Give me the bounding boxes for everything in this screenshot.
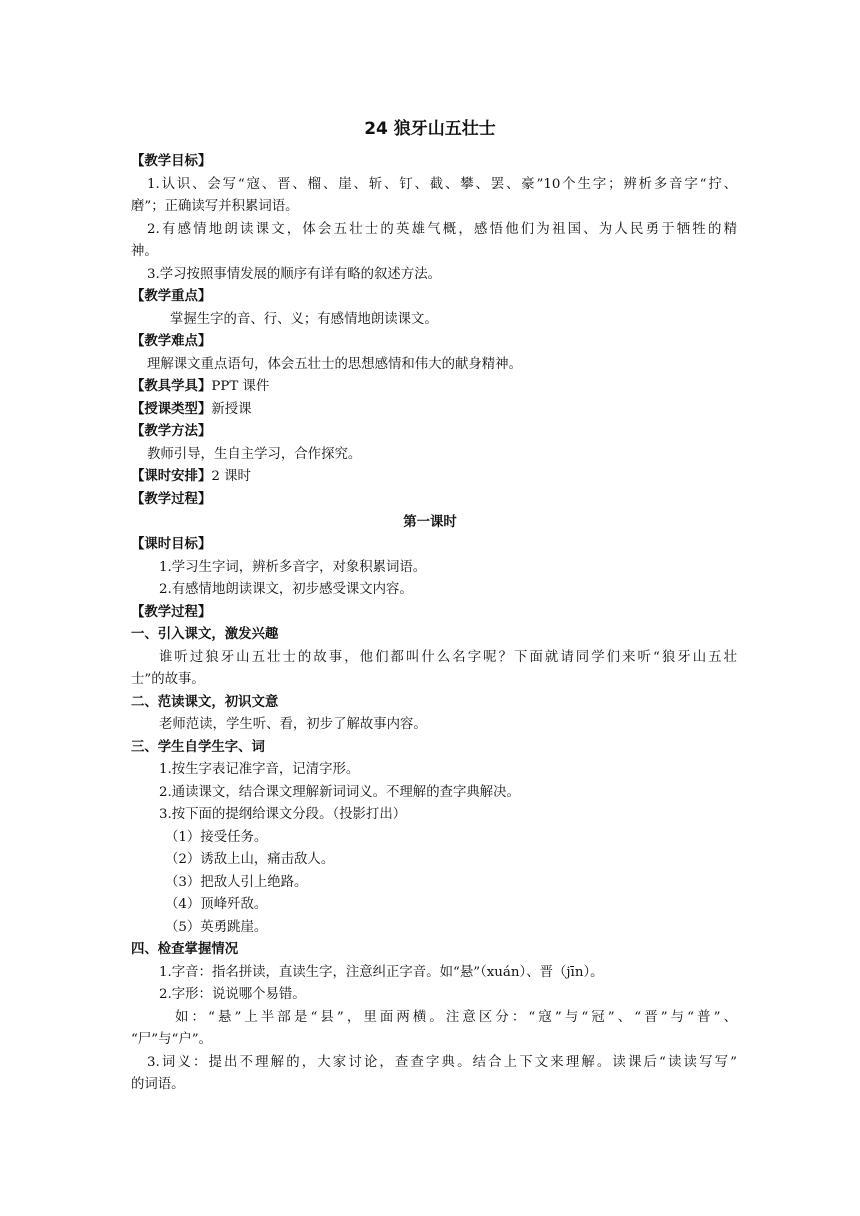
schedule-header: 【课时安排】: [131, 469, 212, 484]
step-3-item-2: 2.通读课文，结合课文理解新词词义。不理解的查字典解决。: [159, 785, 520, 800]
method-header: 【教学方法】: [131, 424, 212, 439]
step-1-header: 一、引入课文，激发兴趣: [131, 627, 279, 642]
goal-1-line-1: 1.认识、会写“寇、晋、榴、崖、斩、钉、截、攀、罢、豪”10个生字；辨析多音字“拧、: [147, 177, 737, 192]
step-3-header: 三、学生自学生字、词: [131, 740, 265, 755]
lesson-type-header: 【授课类型】: [131, 402, 212, 417]
goal-1-line-2: 磨”；正确读写并积累词语。: [131, 199, 299, 214]
teaching-goals-header: 【教学目标】: [131, 154, 212, 169]
lesson-title: 第一课时: [403, 515, 457, 530]
key-points-header: 【教学重点】: [131, 289, 212, 304]
step-2-text: 老师范读，学生听、看，初步了解故事内容。: [159, 717, 427, 732]
schedule-value: 2 课时: [211, 469, 251, 484]
tools-value: PPT 课件: [211, 379, 270, 394]
lesson-process-header: 【教学过程】: [131, 605, 212, 620]
document-title: 24 狼牙山五壮士: [364, 119, 496, 139]
step-4-item-2: 2.字形：说说哪个易错。: [159, 987, 306, 1002]
step-3-item-1: 1.按生字表记准字音，记清字形。: [159, 762, 360, 777]
lesson-goal-1: 1.学习生字词，辨析多音字，对象积累词语。: [159, 560, 427, 575]
step-4-item-3-line-1: 3.词义：提出不理解的，大家讨论，查查字典。结合上下文来理解。读课后“读读写写”: [147, 1055, 737, 1070]
step-4-example-line-1: 如：“悬”上半部是“县”，里面两横。注意区分：“寇”与“冠”、“晋”与“普”、: [175, 1010, 737, 1025]
outline-item-3: （3）把敌人引上绝路。: [165, 875, 308, 890]
outline-item-2: （2）诱敌上山，痛击敌人。: [165, 852, 335, 867]
goal-2-line-1: 2.有感情地朗读课文，体会五壮士的英雄气概，感悟他们为祖国、为人民勇于牺牲的精: [147, 222, 737, 237]
goal-3: 3.学习按照事情发展的顺序有详有略的叙述方法。: [147, 267, 441, 282]
step-1-text-line-1: 谁听过狼牙山五壮士的故事，他们都叫什么名字呢？下面就请同学们来听“狼牙山五壮: [159, 650, 737, 665]
step-3-item-3: 3.按下面的提纲给课文分段。（投影打出）: [159, 807, 407, 822]
process-header: 【教学过程】: [131, 492, 212, 507]
step-2-header: 二、范读课文，初识文意: [131, 695, 279, 710]
step-4-header: 四、检查掌握情况: [131, 942, 239, 957]
difficult-points-header: 【教学难点】: [131, 334, 212, 349]
step-4-item-1: 1.字音：指名拼读，直读生字，注意纠正字音。如“悬”（xuán）、晋（jīn）。: [159, 965, 604, 980]
lesson-goal-2: 2.有感情地朗读课文，初步感受课文内容。: [159, 582, 413, 597]
difficult-points-text: 理解课文重点语句，体会五壮士的思想感情和伟大的献身精神。: [147, 357, 522, 372]
outline-item-4: （4）顶峰歼敌。: [165, 897, 268, 912]
outline-item-1: （1）接受任务。: [165, 830, 268, 845]
method-text: 教师引导，生自主学习，合作探究。: [147, 447, 362, 462]
step-1-text-line-2: 士”的故事。: [131, 672, 205, 687]
tools-row: [131, 376, 737, 399]
lesson-type-row: [131, 399, 737, 422]
step-4-example-line-2: “尸”与“户”。: [131, 1032, 212, 1047]
key-points-text: 掌握生字的音、行、义；有感情地朗读课文。: [170, 312, 438, 327]
step-4-item-3-line-2: 的词语。: [131, 1077, 185, 1092]
schedule-row: [131, 466, 737, 489]
lesson-type-value: 新授课: [211, 402, 252, 417]
outline-item-5: （5）英勇跳崖。: [165, 920, 268, 935]
tools-header: 【教具学具】: [131, 379, 212, 394]
goal-2-line-2: 神。: [131, 244, 158, 259]
lesson-goals-header: 【课时目标】: [131, 537, 212, 552]
